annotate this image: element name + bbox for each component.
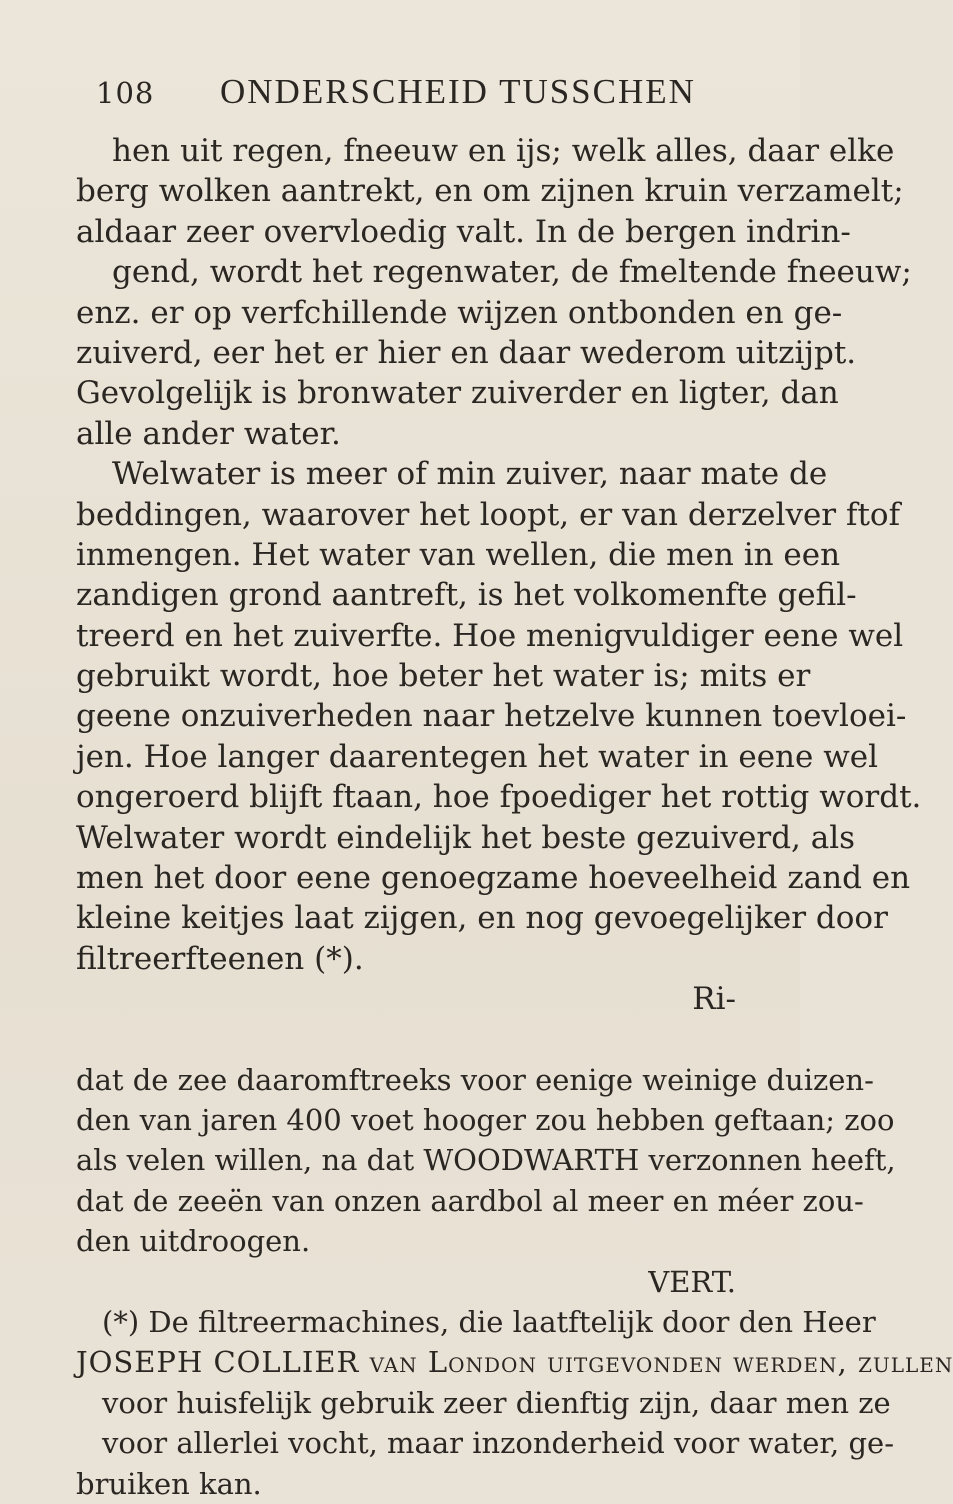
continued-note xyxy=(76,1060,896,1302)
text-line: geene onzuiverheden naar hetzelve kunnen toevloei- xyxy=(76,698,907,735)
footnote-line: bruiken kan. xyxy=(76,1466,262,1501)
footnote-line: JOSEPH COLLIER van London uitgevonden werden, zullen xyxy=(76,1345,953,1380)
text-line: Gevolgelijk is bronwater zuiverder en ligter, dan xyxy=(76,375,839,412)
footnote xyxy=(76,1302,953,1504)
text-line: gebruikt wordt, hoe beter het water is; mits er xyxy=(76,658,811,695)
text-line: berg wolken aantrekt, en om zijnen kruin verzamelt; xyxy=(76,173,904,210)
page-header xyxy=(96,72,716,122)
text-line: zuiverd, eer het er hier en daar wederom uitzijpt. xyxy=(76,334,857,371)
text-line: hen uit regen, fneeuw en ijs; welk alles, daar elke xyxy=(112,133,895,169)
text-line: kleine keitjes laat zijgen, en nog gevoegelijker door xyxy=(76,900,888,937)
note-line: dat de zeeën van onzen aardbol al meer en méer zou- xyxy=(76,1183,864,1218)
text-line: gend, wordt het regenwater, de fmeltende fneeuw; xyxy=(112,254,912,291)
text-line: men het door eene genoegzame hoeveelheid zand en xyxy=(76,860,911,897)
footnote-line: voor allerlei vocht, maar inzonderheid voor water, ge- xyxy=(102,1426,894,1461)
footnote-line: (*) De filtreermachines, die laatftelijk door den Heer xyxy=(102,1304,876,1339)
text-line: filtreerfteenen (*). xyxy=(76,940,364,977)
text-line: ongeroerd blijft ftaan, hoe fpoediger het rottig wordt. xyxy=(76,779,922,816)
note-signature: VERT. xyxy=(648,1264,736,1299)
note-line: den van jaren 400 voet hooger zou hebben geftaan; zoo xyxy=(76,1102,895,1137)
divider xyxy=(76,1020,766,1060)
text-line: jen. Hoe langer daarentegen het water in eene wel xyxy=(76,738,879,775)
catchword: Ri- xyxy=(692,981,736,1018)
text-line: aldaar zeer overvloedig valt. In de bergen indrin- xyxy=(76,213,851,250)
text-line: enz. er op verfchillende wijzen ontbonden en ge- xyxy=(76,294,843,331)
text-line: inmengen. Het water van wellen, die men in een xyxy=(76,536,841,573)
paragraph-start: Welwater is meer of min zuiver, naar mate de xyxy=(112,456,828,493)
text-line: beddingen, waarover het loopt, er van derzelver ftof xyxy=(76,496,901,533)
note-line: den uitdroogen. xyxy=(76,1224,311,1259)
running-title: ONDERSCHEID TUSSCHEN xyxy=(220,72,696,111)
page-number: 108 xyxy=(96,76,155,110)
text-line: zandigen grond aantreft, is het volkomenfte gefil- xyxy=(76,577,857,614)
main-text xyxy=(76,131,953,1504)
note-line: als velen willen, na dat WOODWARTH verzonnen heeft, xyxy=(76,1143,896,1178)
text-line: alle ander water. xyxy=(76,415,341,452)
note-line: dat de zee daaromftreeks voor eenige weinige duizen- xyxy=(76,1062,874,1097)
text-line: treerd en het zuiverfte. Hoe menigvuldiger eene wel xyxy=(76,617,904,654)
footnote-line: voor huisfelijk gebruik zeer dienftig zijn, daar men ze xyxy=(102,1385,891,1420)
text-line: Welwater wordt eindelijk het beste gezuiverd, als xyxy=(76,819,856,856)
